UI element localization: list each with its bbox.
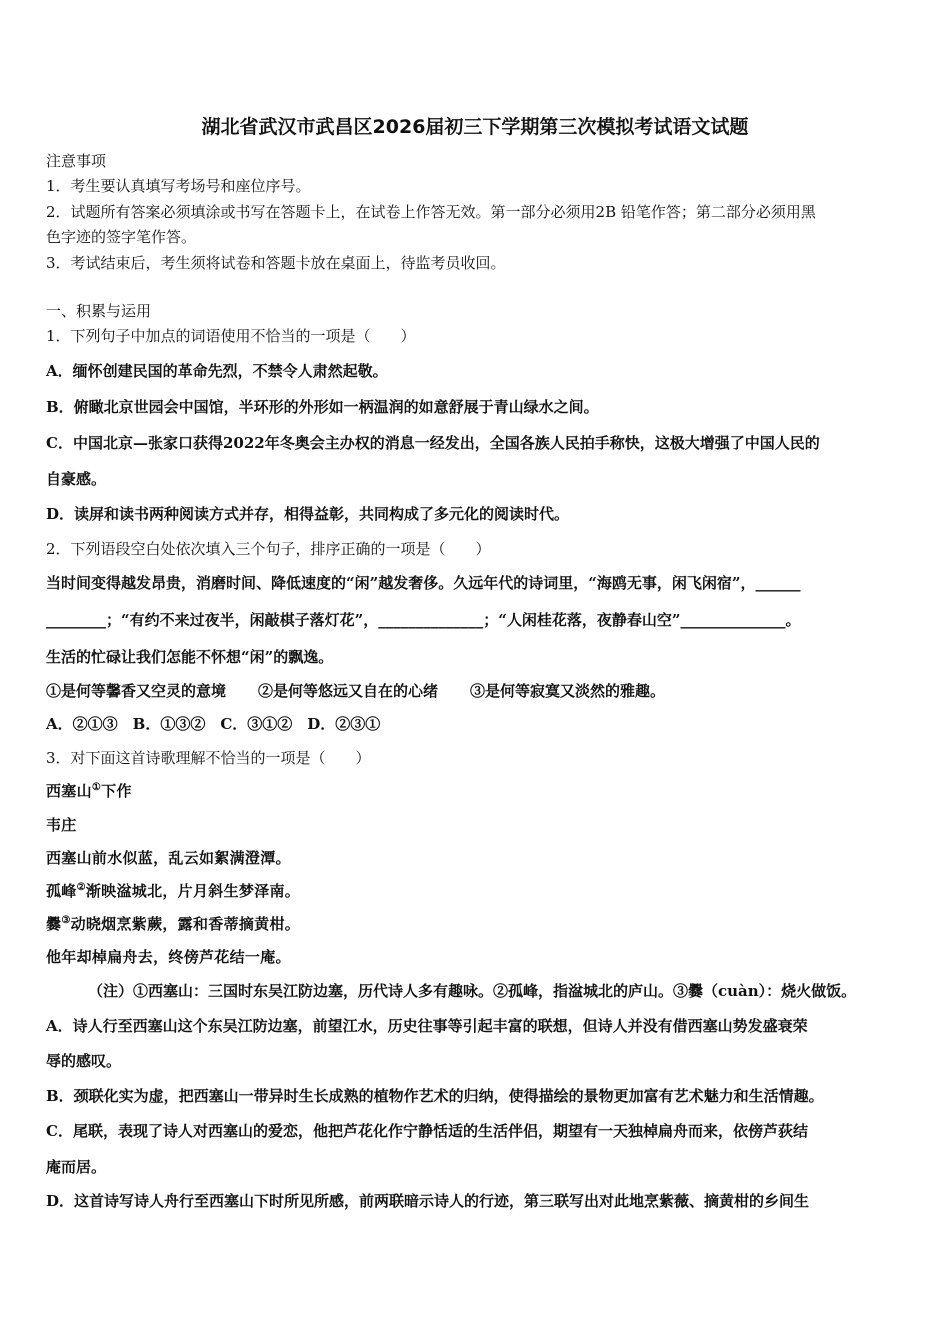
sentence-1: ①是何等馨香又空灵的意境 — [46, 682, 227, 700]
question-1-option-b: B．俯瞰北京世园会中国馆，半环形的外形如一柄温润的如意舒展于青山绿水之间。 — [46, 398, 599, 416]
poem-line: 爨③动晓烟烹紫蕨，露和香蒂摘黄柑。 — [46, 915, 301, 933]
question-3-option-a-cont: 辱的感叹。 — [46, 1052, 122, 1070]
question-2-passage: 生活的忙碌让我们怎能不怀想“闲”的飘逸。 — [46, 648, 334, 666]
question-2-passage: ________；“有约不来过夜半，闲敲棋子落灯花”，______________；“人闲桂花落，夜静春山空”______________。 — [46, 611, 801, 629]
poem-line: 西塞山前水似蓝，乱云如絮满澄潭。 — [46, 849, 291, 867]
question-3-option-c: C．尾联，表现了诗人对西塞山的爱恋，他把芦花化作宁静恬适的生活伴侣，期望有一天独棹扁舟而来，依傍芦荻结 — [46, 1122, 808, 1140]
notice-item: 色字迹的签字笔作答。 — [46, 228, 197, 246]
question-3-option-a: A．诗人行至西塞山这个东吴江防边塞，前望江水，历史往事等引起丰富的联想，但诗人并没有借西塞山势发盛衰荣 — [46, 1017, 808, 1035]
poem-title: 西塞山①下作 — [46, 782, 132, 800]
question-3-option-d: D．这首诗写诗人舟行至西塞山下时所见所感，前两联暗示诗人的行迹，第三联写出对此地烹紫薇、摘黄柑的乡间生 — [46, 1192, 810, 1210]
poem-note: （注）①西塞山：三国时东吴江防边塞，历代诗人多有趣咏。②孤峰，指湓城北的庐山。③爨（cuàn）：烧火做饭。 — [88, 982, 857, 1000]
question-2-choices: A．②①③ B．①③② C．③①② D．②③① — [46, 715, 381, 733]
question-1-option-a: A．缅怀创建民国的革命先烈，不禁令人肃然起敬。 — [46, 362, 388, 380]
sentence-3: ③是何等寂寞又淡然的雅趣。 — [470, 682, 666, 700]
poem-line: 他年却棹扁舟去，终傍芦花结一庵。 — [46, 948, 291, 966]
question-3-option-b: B．颈联化实为虚，把西塞山一带异时生长成熟的植物作艺术的归纳，使得描绘的景物更加富有艺术魅力和生活情趣。 — [46, 1087, 824, 1105]
question-3-stem: 3．对下面这首诗歌理解不恰当的一项是（ ） — [46, 749, 371, 767]
question-3-option-c-cont: 庵而居。 — [46, 1158, 107, 1176]
question-2-sentences — [46, 681, 665, 701]
notice-item: 3．考试结束后，考生须将试卷和答题卡放在桌面上，待监考员收回。 — [46, 254, 506, 272]
poem-line: 孤峰②渐映湓城北，片月斜生梦泽南。 — [46, 882, 301, 900]
notice-item: 2．试题所有答案必须填涂或书写在答题卡上，在试卷上作答无效。第一部分必须用2B 铅笔作答；第二部分必须用黑 — [46, 203, 816, 221]
notice-item: 1．考生要认真填写考场号和座位序号。 — [46, 177, 311, 195]
question-1-option-c-cont: 自豪感。 — [46, 470, 107, 488]
question-2-stem: 2．下列语段空白处依次填入三个句子，排序正确的一项是（ ） — [46, 540, 491, 558]
poem-author: 韦庄 — [46, 816, 77, 834]
question-1-stem: 1．下列句子中加点的词语使用不恰当的一项是（ ） — [46, 327, 416, 345]
section-heading: 一、积累与运用 — [46, 302, 152, 320]
question-2-passage: 当时间变得越发昂贵，消磨时间、降低速度的“闲”越发奢侈。久远年代的诗词里，“海鸥无事，闲飞闲宿”，______ — [46, 574, 801, 592]
notice-heading: 注意事项 — [46, 152, 107, 170]
sentence-2: ②是何等悠远又自在的心绪 — [258, 682, 439, 700]
page-title: 湖北省武汉市武昌区2026届初三下学期第三次模拟考试语文试题 — [201, 116, 749, 138]
question-1-option-c: C．中国北京—张家口获得2022年冬奥会主办权的消息一经发出，全国各族人民拍手称快，这极大增强了中国人民的 — [46, 434, 820, 452]
question-1-option-d: D．读屏和读书两种阅读方式并存，相得益彰，共同构成了多元化的阅读时代。 — [46, 505, 570, 523]
